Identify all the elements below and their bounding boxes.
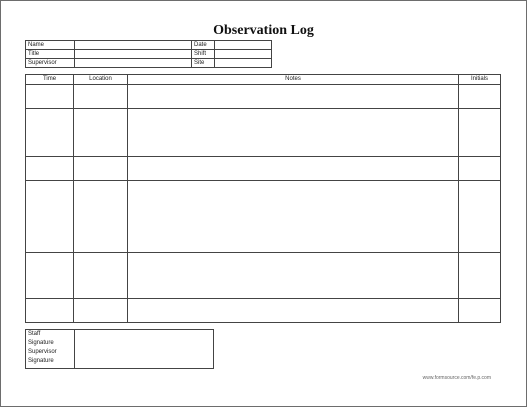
time-cell[interactable] bbox=[26, 253, 74, 299]
log-row bbox=[26, 299, 501, 323]
notes-cell[interactable] bbox=[128, 157, 459, 181]
time-cell[interactable] bbox=[26, 109, 74, 157]
form-title: Observation Log bbox=[213, 23, 314, 38]
notes-cell[interactable] bbox=[128, 109, 459, 157]
time-column-header: Time bbox=[26, 75, 74, 85]
signature-box bbox=[25, 329, 214, 369]
notes-cell[interactable] bbox=[128, 85, 459, 109]
initials-cell[interactable] bbox=[459, 253, 501, 299]
signature-row bbox=[26, 330, 214, 369]
initials-cell[interactable] bbox=[459, 181, 501, 253]
initials-cell[interactable] bbox=[459, 85, 501, 109]
location-cell[interactable] bbox=[74, 299, 128, 323]
notes-cell[interactable] bbox=[128, 181, 459, 253]
log-row bbox=[26, 253, 501, 299]
initials-column-header: Initials bbox=[459, 75, 501, 85]
location-cell[interactable] bbox=[74, 253, 128, 299]
staff-label: Staff bbox=[28, 331, 41, 337]
location-cell[interactable] bbox=[74, 157, 128, 181]
shift-field[interactable] bbox=[215, 50, 272, 59]
staff-signature-label: Signature bbox=[28, 340, 54, 346]
notes-cell[interactable] bbox=[128, 299, 459, 323]
title-label: Title bbox=[26, 50, 75, 59]
location-column-header: Location bbox=[74, 75, 128, 85]
time-cell[interactable] bbox=[26, 181, 74, 253]
time-cell[interactable] bbox=[26, 85, 74, 109]
log-row bbox=[26, 157, 501, 181]
header-row bbox=[26, 59, 272, 68]
header-info-table bbox=[25, 40, 272, 68]
header-row bbox=[26, 50, 272, 59]
name-field[interactable] bbox=[75, 41, 192, 50]
title-field[interactable] bbox=[75, 50, 192, 59]
log-row bbox=[26, 181, 501, 253]
signature-labels bbox=[26, 330, 75, 369]
notes-cell[interactable] bbox=[128, 253, 459, 299]
signature-field[interactable] bbox=[75, 330, 214, 369]
initials-cell[interactable] bbox=[459, 157, 501, 181]
name-label: Name bbox=[26, 41, 75, 50]
supervisor-sign-label: Supervisor bbox=[28, 349, 57, 355]
log-header-row bbox=[26, 75, 501, 85]
shift-label: Shift bbox=[192, 50, 215, 59]
log-row bbox=[26, 109, 501, 157]
location-cell[interactable] bbox=[74, 181, 128, 253]
initials-cell[interactable] bbox=[459, 109, 501, 157]
log-table bbox=[25, 74, 501, 323]
date-label: Date bbox=[192, 41, 215, 50]
site-field[interactable] bbox=[215, 59, 272, 68]
date-field[interactable] bbox=[215, 41, 272, 50]
location-cell[interactable] bbox=[74, 109, 128, 157]
time-cell[interactable] bbox=[26, 299, 74, 323]
footer-credit: www.formsource.com/fe.p.com bbox=[422, 375, 491, 381]
initials-cell[interactable] bbox=[459, 299, 501, 323]
supervisor-signature-label: Signature bbox=[28, 358, 54, 364]
time-cell[interactable] bbox=[26, 157, 74, 181]
site-label: Site bbox=[192, 59, 215, 68]
header-row bbox=[26, 41, 272, 50]
supervisor-field[interactable] bbox=[75, 59, 192, 68]
location-cell[interactable] bbox=[74, 85, 128, 109]
log-row bbox=[26, 85, 501, 109]
supervisor-label: Supervisor bbox=[26, 59, 75, 68]
notes-column-header: Notes bbox=[128, 75, 459, 85]
